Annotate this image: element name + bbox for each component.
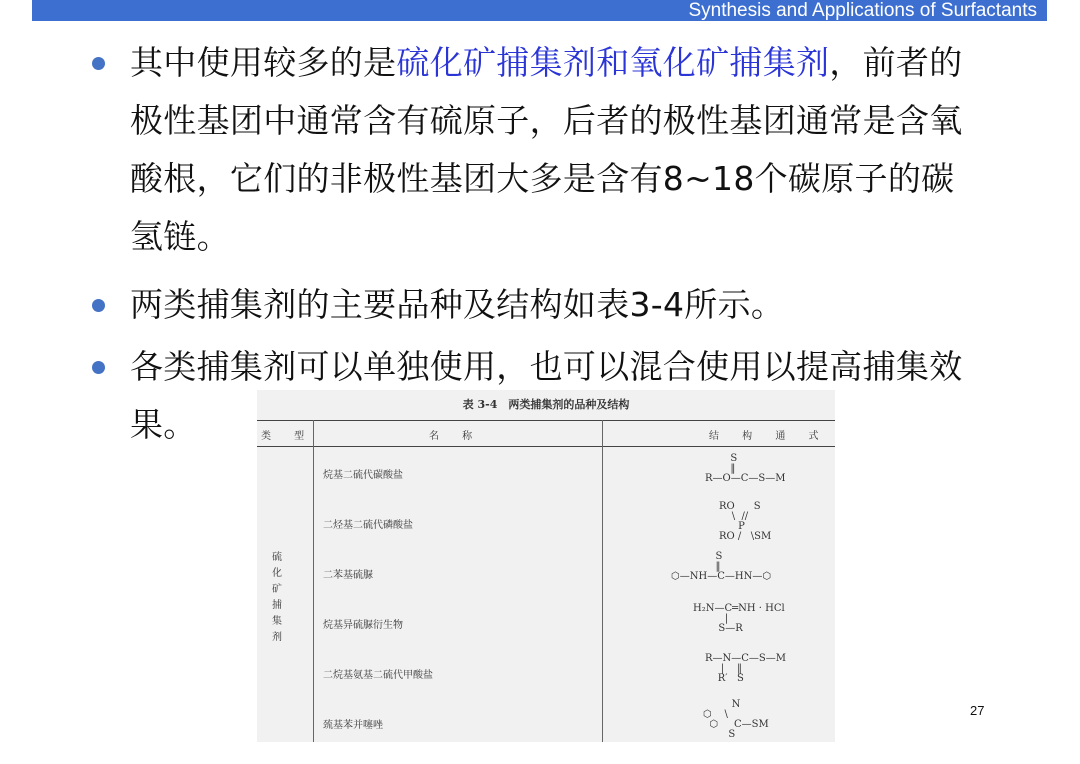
bullet-dot-icon	[92, 57, 105, 70]
table-row-name: 巯基苯并噻唑	[323, 720, 383, 731]
table-header-formula: 结 构 通 式	[709, 431, 829, 442]
bullet-dot-icon	[92, 361, 105, 374]
bullet-1-line-4: 氢链。	[130, 217, 230, 256]
bullet-3-line-2: 果。	[130, 405, 197, 444]
table-row-name: 二苯基硫脲	[323, 570, 373, 581]
bullet-item-2	[130, 276, 784, 334]
table-row-formula: R—N—C—S—M | ‖ R′ S	[705, 653, 787, 684]
table-row-name: 烷基异硫脲衍生物	[323, 620, 403, 631]
bullet-1-highlight: 硫化矿捕集剂和氧化矿捕集剂	[396, 43, 830, 82]
table-caption: 表 3-4 两类捕集剂的品种及结构	[462, 398, 630, 411]
bullet-dot-icon	[92, 299, 105, 312]
header-title: Synthesis and Applications of Surfactants	[688, 0, 1037, 21]
bullet-1-text-pre: 其中使用较多的是	[130, 43, 397, 82]
bullet-item-1	[130, 34, 963, 266]
table-header-type: 类 型	[261, 431, 315, 442]
header-bar	[32, 0, 1047, 21]
table-header-rule	[257, 446, 835, 447]
bullet-1-text-post: ，前者的	[829, 43, 963, 82]
table-type-label: 硫化矿捕集剂	[272, 552, 282, 643]
table-row-name: 二烃基二硫代磷酸盐	[323, 520, 413, 531]
table-header-name: 名 称	[429, 431, 483, 442]
bullet-3-line-1: 各类捕集剂可以单独使用，也可以混合使用以提高捕集效	[130, 347, 963, 386]
table-row-formula: N ⬡ \ ⬡ C—SM S	[703, 699, 769, 740]
table-row-formula: RO S \ // P RO / \SM	[719, 501, 772, 542]
collector-structure-table	[257, 390, 835, 742]
bullet-2-text: 两类捕集剂的主要品种及结构如表3-4所示。	[130, 285, 785, 324]
table-row-formula: S ‖ R—O—C—S—M	[705, 453, 786, 484]
table-row-formula: H₂N—C═NH · HCl | S—R	[693, 603, 785, 634]
table-top-rule	[257, 420, 835, 421]
bullet-1-line-3: 酸根，它们的非极性基团大多是含有8~18个碳原子的碳	[130, 159, 955, 198]
table-col-divider-1	[313, 420, 314, 742]
table-row-name: 二烷基氨基二硫代甲酸盐	[323, 670, 433, 681]
bullet-1-line-1	[130, 34, 963, 92]
table-col-divider-2	[602, 420, 603, 742]
table-row-name: 烷基二硫代碳酸盐	[323, 470, 403, 481]
bullet-1-line-2: 极性基团中通常含有硫原子，后者的极性基团通常是含氧	[130, 101, 963, 140]
table-row-formula: S ‖ ⬡—NH—C—HN—⬡	[671, 551, 772, 582]
page-number: 27	[970, 703, 985, 718]
